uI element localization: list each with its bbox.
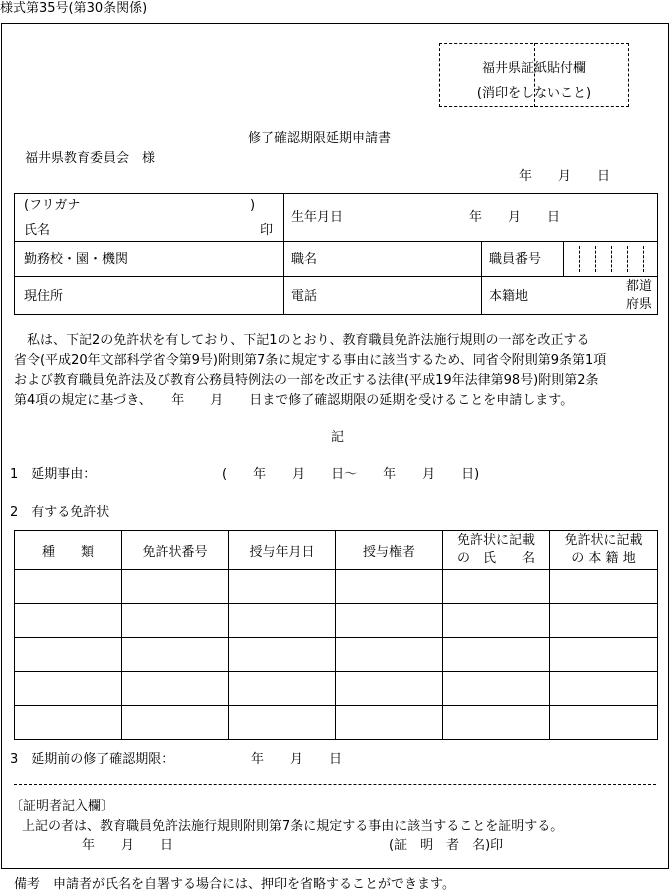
cell[interactable] [443, 672, 550, 706]
address-label: 現住所 [24, 289, 64, 304]
birthdate-value: 年 月 日 [469, 210, 561, 225]
digit-divider [643, 246, 644, 272]
addressee: 福井県教育委員会 様 [25, 151, 156, 166]
header-license-domicile-line2: の 本 籍 地 [571, 551, 636, 566]
certifier-date[interactable]: 年 月 日 [82, 838, 174, 853]
phone-cell[interactable] [284, 277, 482, 315]
cell[interactable] [15, 604, 122, 638]
cell[interactable] [336, 672, 443, 706]
staff-no-digits[interactable] [564, 242, 658, 277]
form-frame [1, 23, 669, 869]
position-cell[interactable] [284, 242, 482, 277]
birthdate-label: 生年月日 [291, 210, 344, 225]
certifier-signature[interactable]: (証 明 者 名)印 [389, 838, 504, 853]
cell[interactable] [550, 604, 658, 638]
staff-no-label-cell [482, 242, 564, 277]
position-label: 職名 [291, 252, 318, 267]
statement-line: 第4項の規定に基づき、 年 月 日まで修了確認期限の延期を受けることを申請します。 [14, 393, 574, 408]
cell[interactable] [229, 570, 336, 604]
cell[interactable] [550, 706, 658, 740]
digit-divider [579, 246, 580, 272]
header-type: 種 類 [15, 531, 122, 570]
certifier-heading: 〔証明者記入欄〕 [10, 799, 115, 814]
item1-label: 1 延期事由： [10, 467, 97, 482]
header-license-domicile [550, 531, 658, 570]
certifier-divider [14, 784, 656, 785]
workplace-label: 勤務校・園・機関 [24, 252, 129, 267]
statement-line: および教育職員免許法及び教育公務員特例法の一部を改正する法律(平成19年法律第98号)附則第2条 [14, 373, 599, 388]
cell[interactable] [15, 706, 122, 740]
header-grantor: 授与権者 [336, 531, 443, 570]
digit-divider [611, 246, 612, 272]
header-license-name-line2: の 氏 名 [456, 551, 535, 566]
prefecture-label-1: 都道 [626, 279, 653, 294]
name-cell[interactable] [15, 194, 284, 242]
cell[interactable] [336, 706, 443, 740]
cell[interactable] [122, 604, 229, 638]
name-label: 氏名 [24, 223, 51, 238]
cell[interactable] [122, 706, 229, 740]
application-date: 年 月 日 [519, 169, 611, 184]
digit-divider [627, 246, 628, 272]
staff-no-label: 職員番号 [489, 252, 542, 267]
header-license-domicile-line1: 免許状に記載 [564, 533, 643, 548]
table-row [15, 672, 658, 706]
cell[interactable] [443, 570, 550, 604]
cell[interactable] [550, 672, 658, 706]
license-table [14, 530, 658, 740]
cell[interactable] [229, 672, 336, 706]
cell[interactable] [550, 570, 658, 604]
workplace-cell[interactable] [15, 242, 284, 277]
cell[interactable] [550, 638, 658, 672]
phone-label: 電話 [291, 289, 318, 304]
header-license-name [443, 531, 550, 570]
domicile-label: 本籍地 [489, 289, 529, 304]
domicile-cell[interactable] [482, 277, 658, 315]
cell[interactable] [229, 604, 336, 638]
statement-line: 省令(平成20年文部科学省令第9号)附則第7条に規定する事由に該当するため、同省令附則第9条第1項 [14, 353, 607, 368]
cell[interactable] [15, 570, 122, 604]
table-row [15, 638, 658, 672]
item1-period[interactable]: ( 年 月 日～ 年 月 日) [222, 467, 480, 482]
item2-label: 2 有する免許状 [10, 505, 110, 520]
cell[interactable] [443, 604, 550, 638]
cell[interactable] [229, 638, 336, 672]
item3-label: 3 延期前の修了確認期限： [10, 752, 175, 767]
stamp-label: 福井県証紙貼付欄 [481, 61, 586, 76]
cell[interactable] [336, 638, 443, 672]
digit-divider [595, 246, 596, 272]
form-number: 様式第35号(第30条関係) [0, 1, 148, 16]
table-row [15, 570, 658, 604]
applicant-table [14, 193, 658, 315]
application-statement [14, 331, 666, 411]
table-row [15, 706, 658, 740]
cell[interactable] [443, 706, 550, 740]
item3-date[interactable]: 年 月 日 [251, 752, 343, 767]
cell[interactable] [15, 638, 122, 672]
birthdate-cell[interactable] [284, 194, 658, 242]
cell[interactable] [122, 672, 229, 706]
cell[interactable] [336, 604, 443, 638]
cell[interactable] [229, 706, 336, 740]
cell[interactable] [122, 638, 229, 672]
cell[interactable] [122, 570, 229, 604]
cell[interactable] [443, 638, 550, 672]
cell[interactable] [336, 570, 443, 604]
statement-line: 私は、下記2の免許状を有しており、下記1のとおり、教育職員免許法施行規則の一部を改正する [14, 333, 590, 348]
header-license-number: 免許状番号 [122, 531, 229, 570]
prefecture-label-2: 府県 [626, 297, 653, 312]
header-license-name-line1: 免許状に記載 [456, 533, 535, 548]
furigana-close: ) [250, 198, 256, 213]
document-title: 修了確認期限延期申請書 [248, 131, 392, 146]
table-row [15, 604, 658, 638]
seal-mark: 印 [260, 223, 274, 238]
header-grant-date: 授与年月日 [229, 531, 336, 570]
cell[interactable] [15, 672, 122, 706]
certifier-statement: 上記の者は、教育職員免許法施行規則附則第7条に規定する事由に該当することを証明する。 [22, 819, 564, 834]
footnote: 備考 申請者が氏名を自署する場合には、押印を省略することができます。 [14, 877, 455, 892]
address-cell[interactable] [15, 277, 284, 315]
ki-heading: 記 [331, 430, 345, 445]
furigana-label: (フリガナ [24, 198, 81, 213]
stamp-note: (消印をしないこと) [476, 86, 592, 101]
